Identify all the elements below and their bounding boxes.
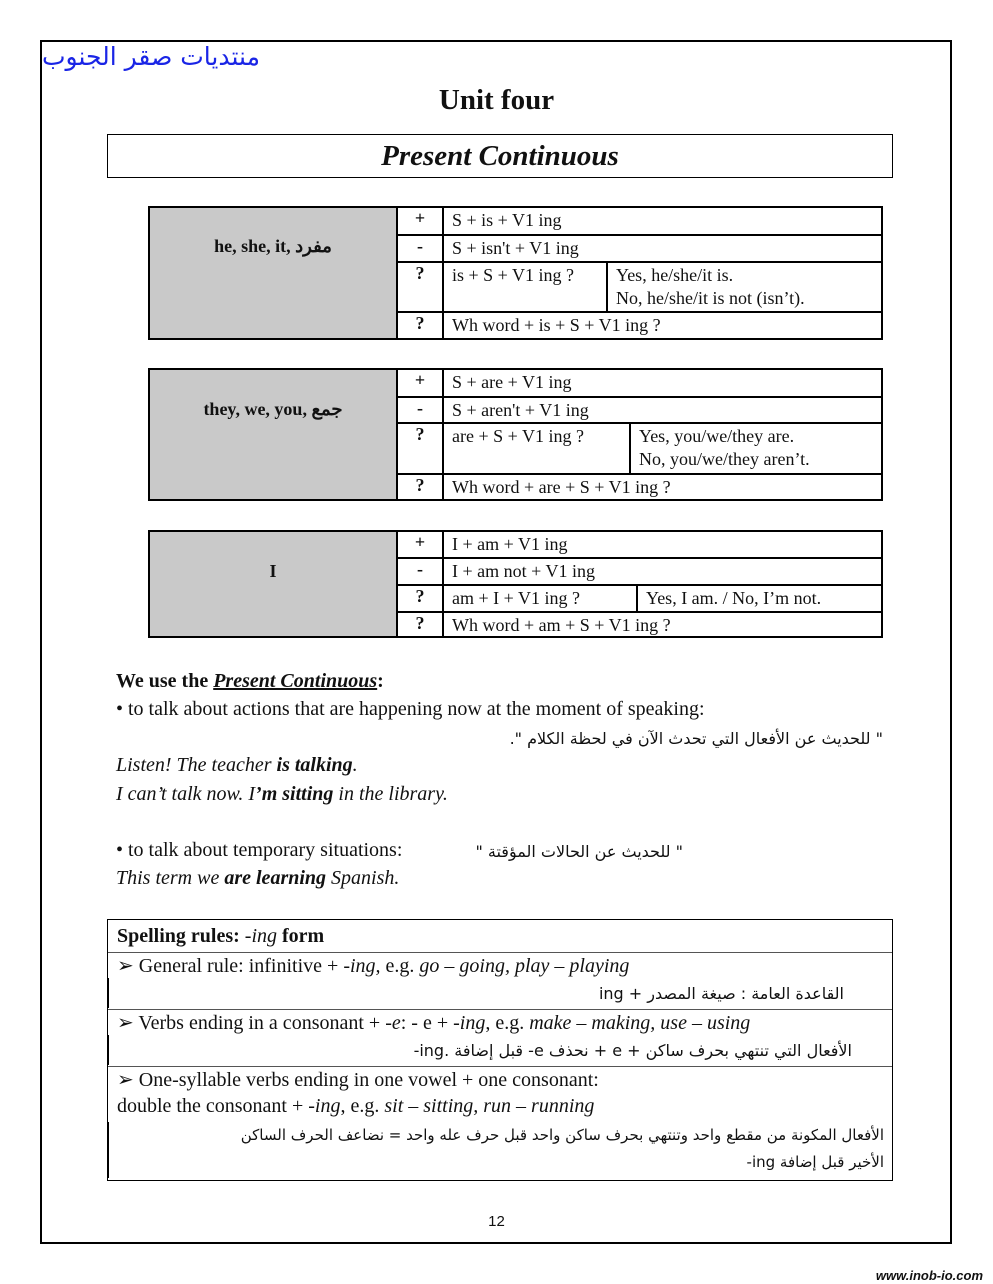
spelling-title-c: form bbox=[277, 925, 325, 947]
rule-3-c: , e.g. bbox=[340, 1095, 385, 1117]
row-symbol: ? bbox=[398, 313, 444, 338]
row-symbol: + bbox=[398, 370, 444, 396]
row-form: S + aren't + V1 ing bbox=[452, 400, 589, 420]
usage-point-2-arabic: " للحديث عن الحالات المؤقتة " bbox=[475, 842, 683, 861]
answer-line: Yes, he/she/it is. bbox=[616, 265, 734, 285]
spelling-title-b: -ing bbox=[244, 925, 278, 947]
rule-3-arabic-1: الأفعال المكونة من مقطع واحد وتنتهي بحرف ساكن واحد قبل حرف عله واحد = نضاعف الحرف الساكن bbox=[240, 1126, 884, 1144]
divider bbox=[108, 978, 109, 1008]
grammar-table-plural bbox=[148, 368, 883, 501]
table-row bbox=[398, 236, 881, 263]
example-1-end: . bbox=[352, 754, 358, 776]
usage-heading-term: Present Continuous bbox=[213, 670, 378, 692]
row-symbol: - bbox=[398, 398, 444, 422]
grammar-table-i bbox=[148, 530, 883, 638]
answer-line: Yes, you/we/they are. bbox=[639, 426, 795, 446]
rule-2 bbox=[117, 1010, 750, 1035]
grammar-table-singular bbox=[148, 206, 883, 340]
usage-heading-suffix: : bbox=[377, 670, 384, 692]
table-row bbox=[398, 586, 881, 613]
row-form: S + is + V1 ing bbox=[452, 210, 562, 230]
subject-label: they, we, you, جمع bbox=[203, 399, 343, 419]
answer-line: Yes, I am. / No, I’m not. bbox=[646, 588, 822, 608]
row-form: are + S + V1 ing ? bbox=[452, 426, 584, 446]
unit-title: Unit four bbox=[438, 84, 555, 116]
usage-heading bbox=[116, 670, 384, 693]
row-form: S + are + V1 ing bbox=[452, 372, 572, 392]
example-1-verb: is talking bbox=[276, 754, 353, 776]
example-1-text: Listen! The teacher bbox=[116, 754, 277, 776]
table-row bbox=[398, 263, 881, 313]
example-3-verb: are learning bbox=[224, 867, 327, 889]
rule-3-d: sit – sitting, run – running bbox=[384, 1095, 595, 1117]
rule-3-line-1: ➢ One-syllable verbs ending in one vowel + one consonant: bbox=[117, 1069, 599, 1091]
example-1 bbox=[116, 754, 358, 777]
rule-1-b: -ing, bbox=[343, 955, 381, 977]
row-symbol: - bbox=[398, 559, 444, 584]
row-symbol: ? bbox=[398, 613, 444, 636]
rule-2-f: make – making, use – using bbox=[529, 1012, 751, 1034]
usage-heading-prefix: We use the bbox=[116, 670, 214, 692]
table-row bbox=[398, 313, 881, 338]
rule-2-e: , e.g. bbox=[485, 1012, 530, 1034]
rule-2-a: ➢ Verbs ending in a consonant + bbox=[117, 1012, 386, 1034]
row-form: S + isn't + V1 ing bbox=[452, 238, 579, 258]
subject-cell bbox=[150, 208, 398, 338]
table-row bbox=[398, 559, 881, 586]
row-form: I + am not + V1 ing bbox=[452, 561, 595, 581]
spelling-title bbox=[117, 925, 324, 948]
rule-1-d: go – going, play – playing bbox=[419, 955, 630, 977]
example-3-text: This term we bbox=[116, 867, 225, 889]
spelling-title-a: Spelling rules: bbox=[117, 925, 245, 947]
rule-2-arabic: الأفعال التي تنتهي بحرف ساكن + e + نحذف e- قبل إضافة .ing- bbox=[413, 1041, 852, 1060]
row-answer bbox=[629, 424, 881, 473]
row-symbol: ? bbox=[398, 586, 444, 611]
row-answer bbox=[606, 263, 881, 311]
example-2-end: in the library. bbox=[333, 783, 448, 805]
row-symbol: + bbox=[398, 532, 444, 557]
answer-line: No, he/she/it is not (isn’t). bbox=[616, 288, 805, 308]
answer-line: No, you/we/they aren’t. bbox=[639, 449, 810, 469]
example-2-text: I can’t talk now. I bbox=[116, 783, 256, 805]
row-symbol: + bbox=[398, 208, 444, 234]
table-row bbox=[398, 475, 881, 499]
usage-point-2: • to talk about temporary situations: bbox=[116, 839, 403, 861]
rule-2-c: : - e + bbox=[400, 1012, 454, 1034]
example-3-end: Spanish. bbox=[326, 867, 400, 889]
row-form: am + I + V1 ing ? bbox=[452, 588, 580, 608]
row-form: I + am + V1 ing bbox=[452, 534, 568, 554]
divider bbox=[108, 1122, 109, 1178]
table-row bbox=[398, 208, 881, 236]
row-form: Wh word + are + S + V1 ing ? bbox=[452, 477, 671, 497]
subject-label: he, she, it, مفرد bbox=[214, 236, 332, 256]
row-form: is + S + V1 ing ? bbox=[452, 265, 574, 285]
table-row bbox=[398, 424, 881, 475]
rule-3-b: -ing bbox=[308, 1095, 341, 1117]
spelling-rules-box bbox=[107, 919, 893, 1181]
row-symbol: ? bbox=[398, 263, 444, 311]
topic-title: Present Continuous bbox=[107, 134, 893, 178]
table-row bbox=[398, 532, 881, 559]
row-form: Wh word + is + S + V1 ing ? bbox=[452, 315, 661, 335]
rule-3-a: double the consonant + bbox=[117, 1095, 309, 1117]
usage-point-1-arabic: " للحديث عن الأفعال التي تحدث الآن في لحظة الكلام ". bbox=[509, 729, 883, 748]
row-symbol: ? bbox=[398, 475, 444, 499]
subject-label: I bbox=[269, 561, 277, 581]
rule-1-a: ➢ General rule: infinitive + bbox=[117, 955, 344, 977]
subject-cell bbox=[150, 532, 398, 636]
rule-3-arabic-2: الأخير قبل إضافة ing- bbox=[746, 1153, 884, 1171]
usage-point-1: • to talk about actions that are happening now at the moment of speaking: bbox=[116, 698, 705, 720]
rule-1-arabic: القاعدة العامة : صيغة المصدر + ing bbox=[598, 984, 844, 1003]
example-3 bbox=[116, 867, 399, 890]
site-watermark: www.inob-io.com bbox=[875, 1268, 983, 1283]
rule-1-c: e.g. bbox=[380, 955, 420, 977]
divider bbox=[108, 1035, 109, 1065]
example-2 bbox=[116, 783, 448, 806]
forum-name: منتديات صقر الجنوب bbox=[42, 42, 260, 71]
rule-2-d: -ing bbox=[453, 1012, 486, 1034]
row-symbol: ? bbox=[398, 424, 444, 473]
table-row bbox=[398, 613, 881, 636]
row-form: Wh word + am + S + V1 ing ? bbox=[452, 615, 671, 635]
rule-1 bbox=[117, 953, 629, 978]
table-row bbox=[398, 398, 881, 424]
row-symbol: - bbox=[398, 236, 444, 261]
page-number: 12 bbox=[488, 1213, 505, 1230]
table-row bbox=[398, 370, 881, 398]
example-2-verb: ’m sitting bbox=[255, 783, 334, 805]
rule-2-b: -e bbox=[385, 1012, 401, 1034]
row-answer bbox=[636, 586, 881, 611]
rule-3-line-2 bbox=[117, 1095, 594, 1118]
subject-cell bbox=[150, 370, 398, 499]
